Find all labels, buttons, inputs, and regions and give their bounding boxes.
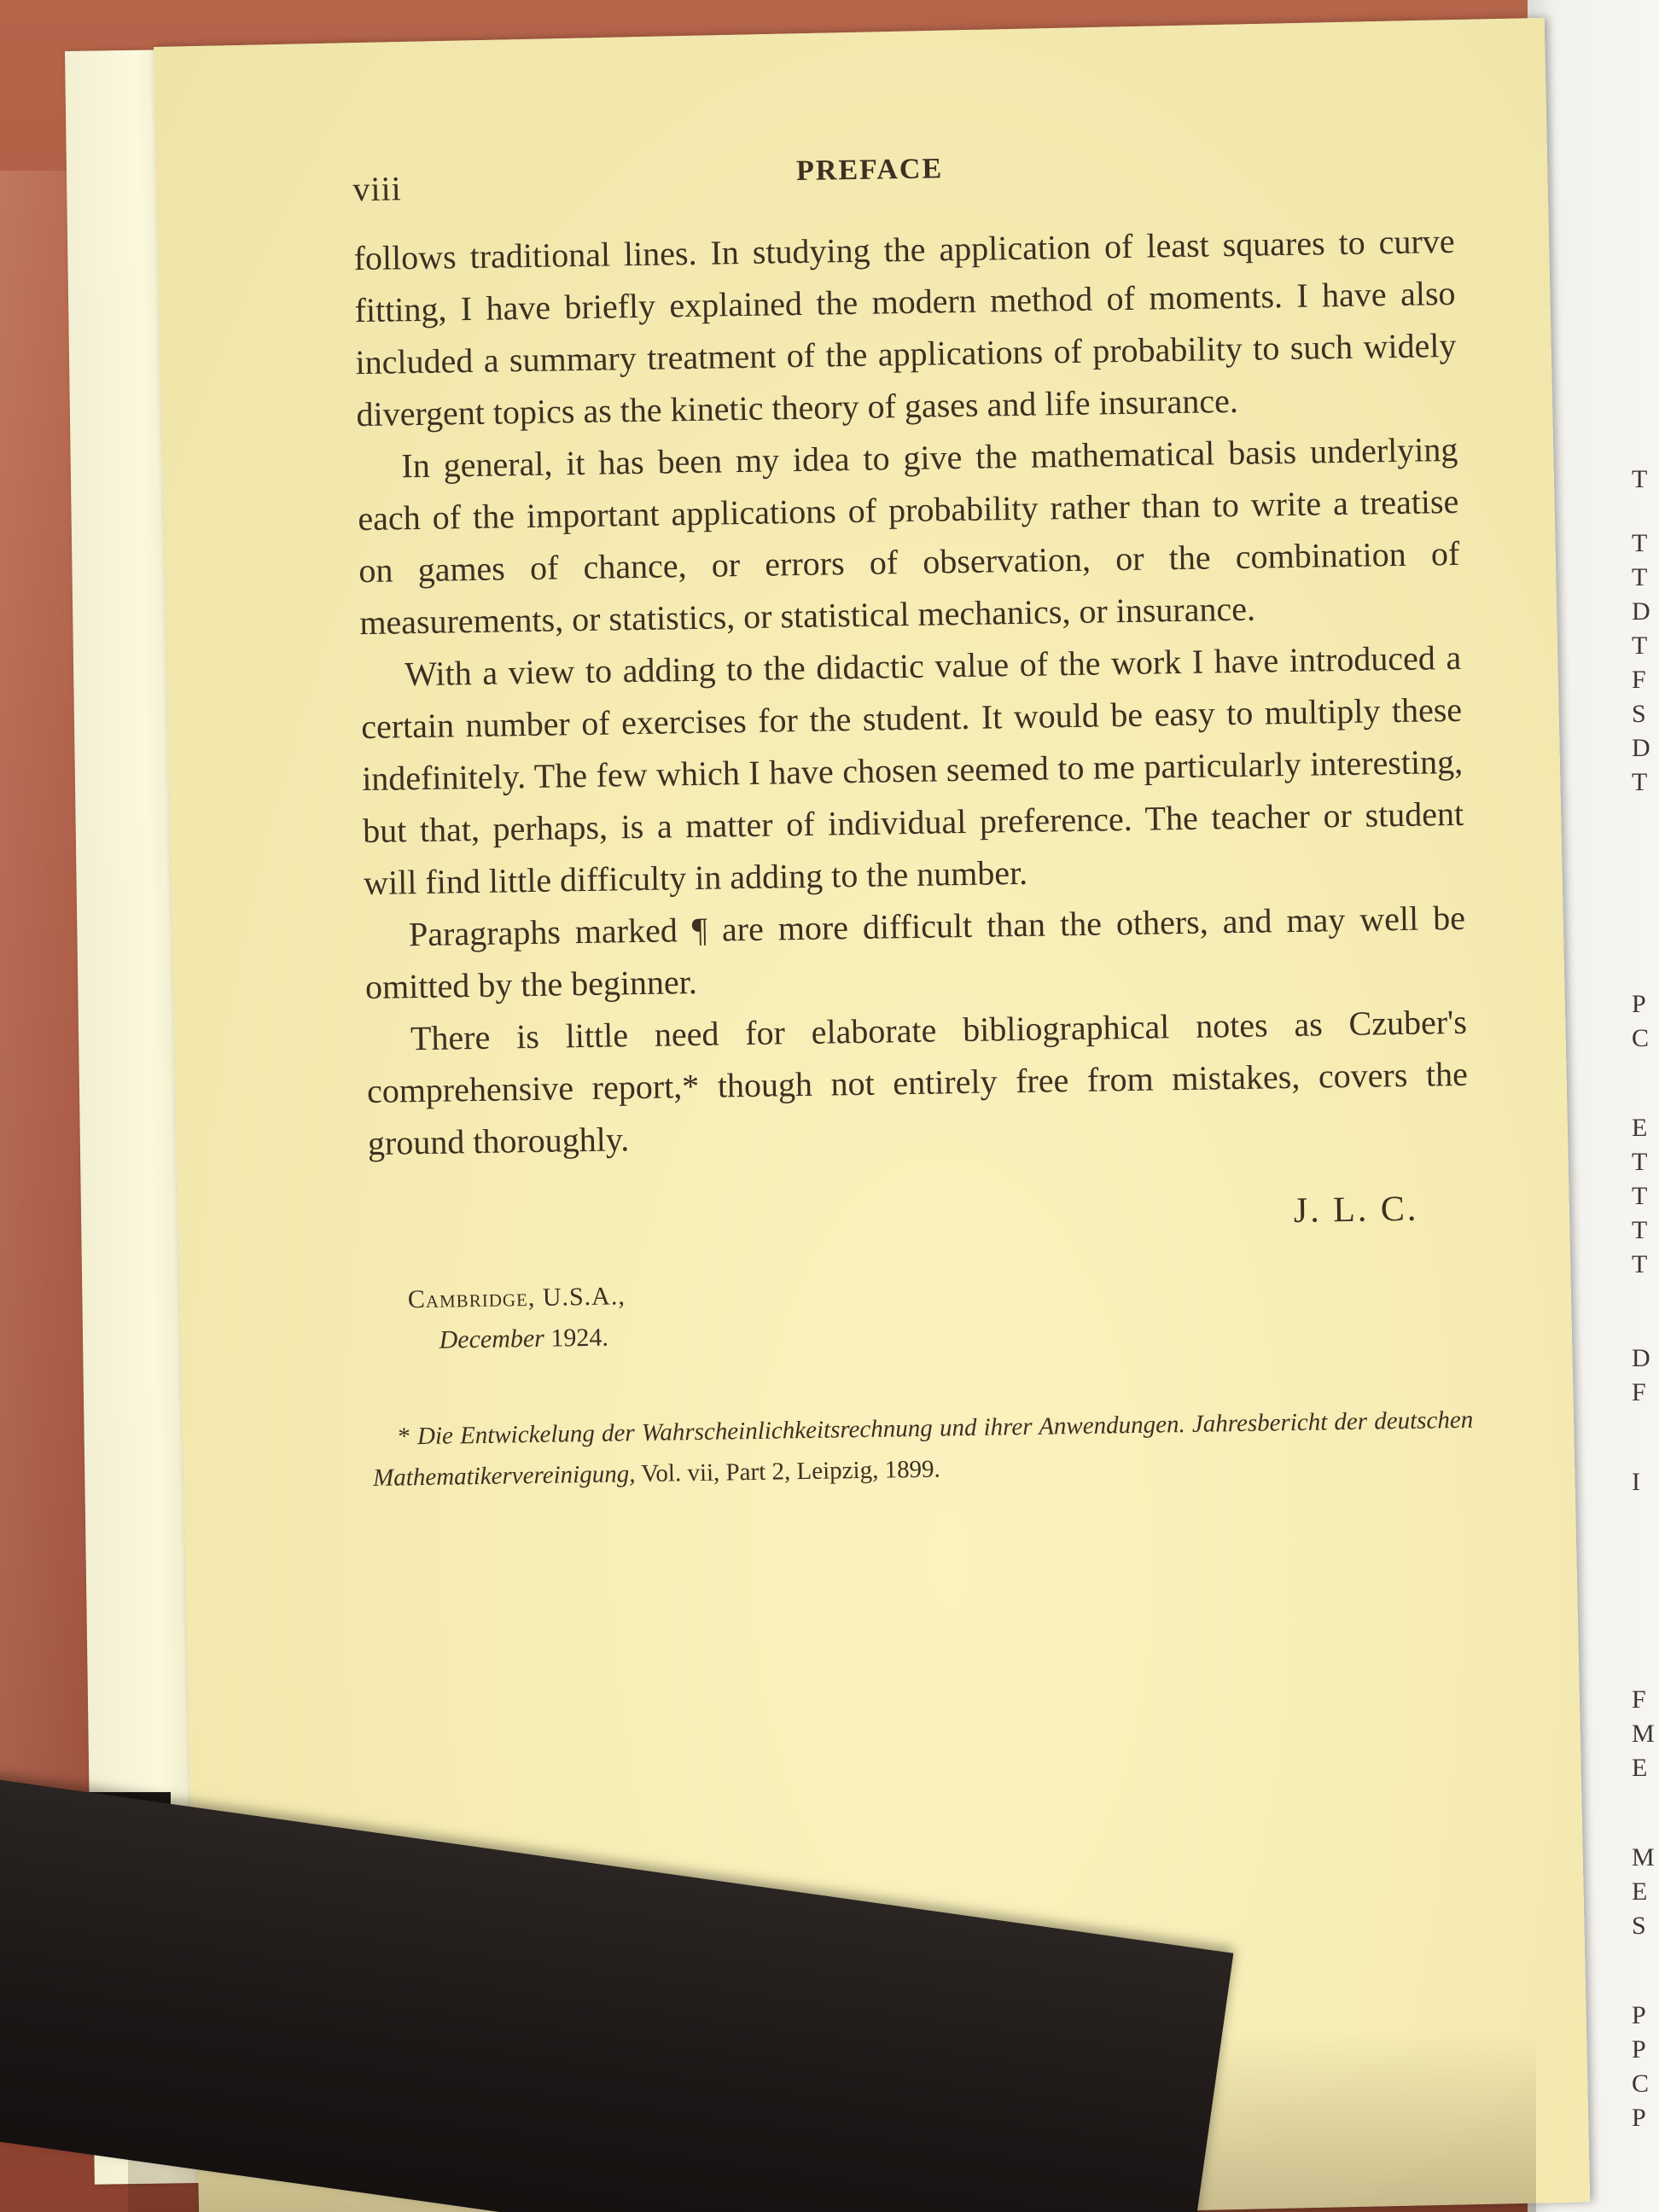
adjacent-letter: F	[1632, 1378, 1646, 1406]
page-content	[352, 145, 1474, 1499]
adjacent-letter: C	[1632, 2069, 1650, 2098]
adjacent-letter: M	[1632, 1843, 1655, 1871]
adjacent-letter: P	[1632, 2104, 1646, 2132]
adjacent-letter: E	[1632, 1114, 1648, 1142]
adjacent-letter: T	[1632, 632, 1648, 660]
adjacent-letter: S	[1632, 700, 1646, 728]
footnote-details: Vol. vii, Part 2, Leipzig, 1899.	[640, 1455, 941, 1488]
date-month: December	[439, 1324, 545, 1354]
adjacent-letter: T	[1632, 563, 1648, 591]
adjacent-letter: T	[1632, 1250, 1648, 1278]
adjacent-letter: F	[1632, 666, 1646, 694]
footnote-marker: *	[398, 1423, 411, 1451]
footnote-title: Die Entwickelung der Wahrscheinlichkeitsrechnung und ihrer Anwendungen.	[416, 1411, 1185, 1451]
page-number: viii	[352, 169, 403, 209]
adjacent-letter: P	[1632, 990, 1646, 1018]
adjacent-letter: T	[1632, 1182, 1648, 1210]
adjacent-letter: T	[1632, 1216, 1648, 1244]
page-header	[352, 145, 1454, 213]
paragraph: With a view to adding to the didactic value of the work I have introduced a certain number of exercises for the student. It would be easy to multiply these indefinitely. The few which I have chosen seemed to me particularly interesting, but that, perhaps, is a matter of individual preference. The teacher or student will find little difficulty in adding to the number.	[360, 637, 1464, 903]
adjacent-letter: I	[1632, 1468, 1640, 1496]
adjacent-letter: T	[1632, 1148, 1648, 1176]
paragraph: In general, it has been my idea to give the mathematical basis underlying each of the important applications of probability rather than to write a treatise on games of chance, or errors of observation, or the combination of measurements, or statistics, or statistical mechanics, or insurance.	[358, 429, 1460, 643]
paragraph: There is little need for elaborate bibliographical notes as Czuber's comprehensive report,* though not entirely free from mistakes, covers the ground thoroughly.	[366, 1002, 1469, 1163]
adjacent-letter: P	[1632, 2001, 1646, 2029]
adjacent-letter: D	[1632, 1344, 1650, 1372]
adjacent-letter: E	[1632, 1754, 1648, 1782]
adjacent-letter: P	[1632, 2035, 1646, 2064]
adjacent-letter: T	[1632, 768, 1648, 796]
date-year: 1924.	[550, 1323, 609, 1353]
running-head: PREFACE	[795, 153, 944, 187]
paragraph: Paragraphs marked ¶ are more difficult than the others, and may well be omitted by the beginner.	[364, 898, 1466, 1007]
adjacent-letter: S	[1632, 1912, 1646, 1940]
adjacent-letter: D	[1632, 734, 1650, 762]
adjacent-letter: T	[1632, 529, 1648, 557]
adjacent-letter: D	[1632, 597, 1650, 626]
adjacent-letter: F	[1632, 1685, 1646, 1714]
author-initials: J. L. C.	[1293, 1189, 1419, 1231]
adjacent-letter: E	[1632, 1877, 1648, 1906]
preface-body	[353, 215, 1469, 1169]
place-line: Cambridge, U.S.A.,	[407, 1282, 626, 1314]
footnote-journal: Jahresbericht der deutschen Mathematikervereinigung,	[372, 1406, 1474, 1492]
footnote	[372, 1400, 1474, 1499]
adjacent-letter: M	[1632, 1720, 1655, 1748]
paragraph: follows traditional lines. In studying the application of least squares to curve fitting, I have briefly explained the modern method of moments. I have also included a summary treatment of the applications of probability to such widely divergent topics as the kinetic theory of gases and life insurance.	[353, 221, 1457, 434]
adjacent-letter: C	[1632, 1024, 1650, 1052]
adjacent-letter: T	[1632, 465, 1648, 493]
